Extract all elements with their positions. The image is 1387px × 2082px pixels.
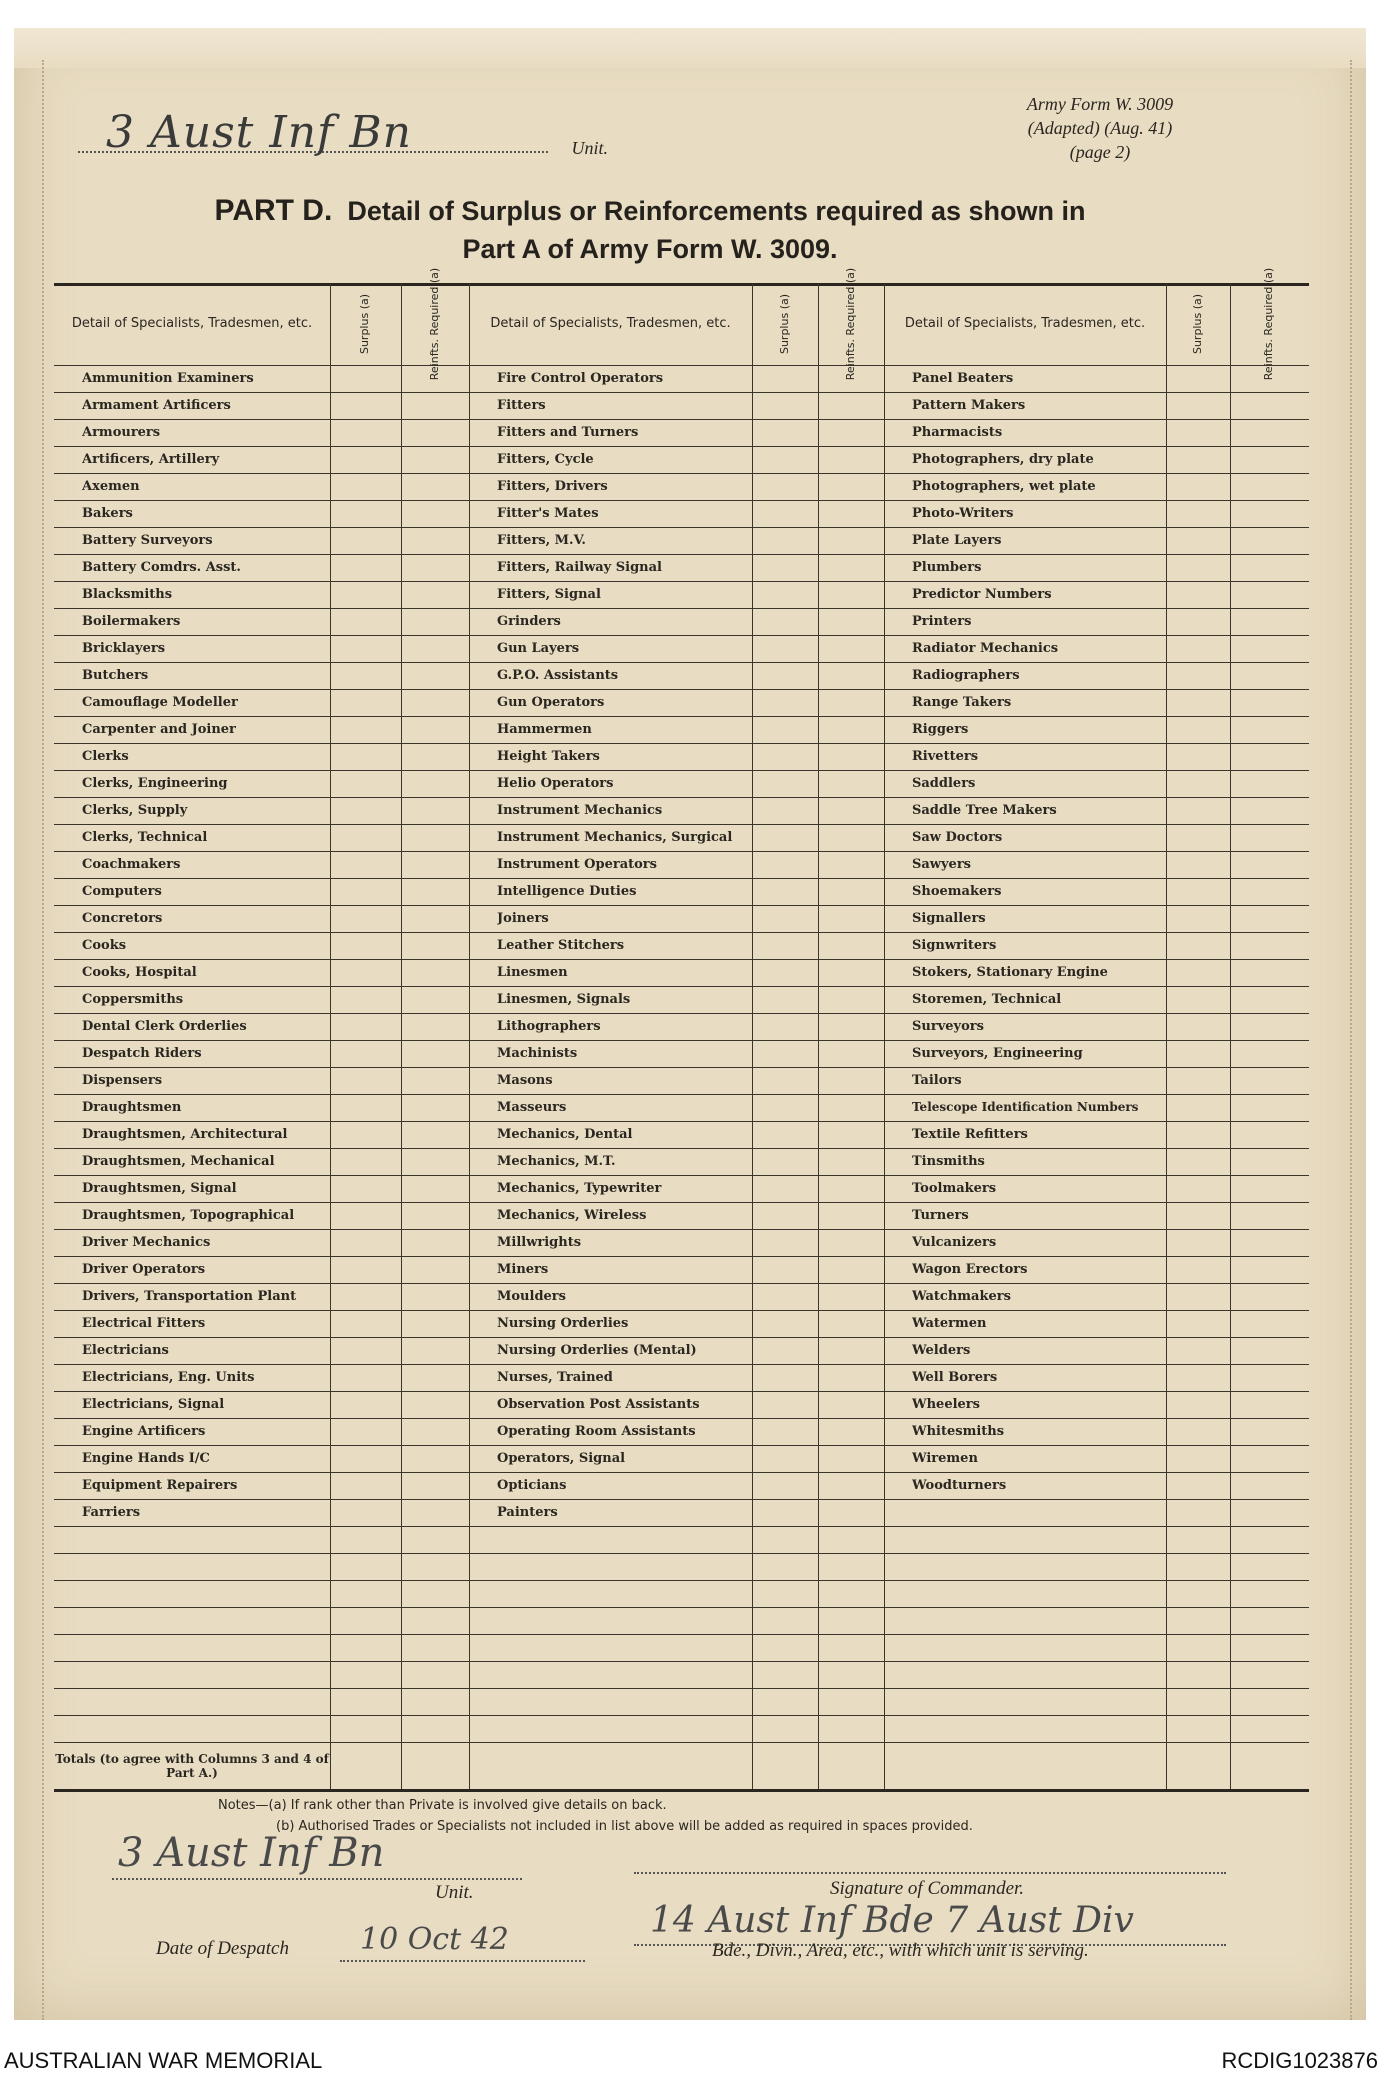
trade-cell: Electrical Fitters xyxy=(82,1316,206,1331)
form-ref-line2: (Adapted) (Aug. 41) xyxy=(1027,118,1173,138)
trade-cell: Battery Surveyors xyxy=(82,533,213,548)
trade-cell: Gun Layers xyxy=(497,641,580,656)
trade-cell: Whitesmiths xyxy=(912,1424,1005,1439)
trade-cell: Artificers, Artillery xyxy=(82,452,220,467)
reinfts-header-text: Reinfts. Required (a) xyxy=(1262,267,1276,381)
trade-cell: Textile Refitters xyxy=(912,1127,1028,1142)
trade-cell: Butchers xyxy=(82,668,149,683)
table-row-line xyxy=(54,1580,1309,1581)
trade-cell: Riggers xyxy=(912,722,969,737)
trade-cell: Draughtsmen xyxy=(82,1100,182,1115)
trade-cell: Armament Artificers xyxy=(82,398,231,413)
trade-cell: Fitters, M.V. xyxy=(497,533,586,548)
trade-cell: Operating Room Assistants xyxy=(497,1424,696,1439)
page-title xyxy=(150,192,1150,268)
trade-cell: Computers xyxy=(82,884,162,899)
trade-cell: Welders xyxy=(912,1343,971,1358)
trade-cell: Hammermen xyxy=(497,722,592,737)
trade-cell: Saddle Tree Makers xyxy=(912,803,1057,818)
table-row-line xyxy=(54,1661,1309,1662)
table-row-line xyxy=(54,1715,1309,1716)
trade-cell: Nursing Orderlies (Mental) xyxy=(497,1343,697,1358)
trade-cell: Instrument Operators xyxy=(497,857,657,872)
trade-cell: Well Borers xyxy=(912,1370,998,1385)
trade-cell: Mechanics, Dental xyxy=(497,1127,633,1142)
formation-label: Bde., Divn., Area, etc., with which unit is serving. xyxy=(712,1940,1089,1961)
column-header-surplus xyxy=(752,283,818,365)
table-row-line xyxy=(54,1526,1309,1527)
trade-cell: Dispensers xyxy=(82,1073,163,1088)
trade-cell: Radiographers xyxy=(912,668,1020,683)
trade-cell: Fitters, Railway Signal xyxy=(497,560,662,575)
trade-cell: Rivetters xyxy=(912,749,979,764)
trade-cell: Bakers xyxy=(82,506,133,521)
table-column-line xyxy=(1166,283,1167,1789)
table-column-line xyxy=(469,283,470,1789)
trade-cell: Electricians xyxy=(82,1343,169,1358)
trade-cell: Cooks xyxy=(82,938,127,953)
trade-cell: Bricklayers xyxy=(82,641,166,656)
trade-cell: Linesmen, Signals xyxy=(497,992,631,1007)
trade-cell: Range Takers xyxy=(912,695,1012,710)
unit-field-top xyxy=(78,107,608,159)
trade-cell: Mechanics, Wireless xyxy=(497,1208,647,1223)
table-column-line xyxy=(752,283,753,1789)
trade-cell: Draughtsmen, Topographical xyxy=(82,1208,295,1223)
reinfts-header-text: Reinfts. Required (a) xyxy=(844,267,858,381)
trade-cell: Draughtsmen, Mechanical xyxy=(82,1154,275,1169)
trade-cell: Signwriters xyxy=(912,938,997,953)
trade-cell: Farriers xyxy=(82,1505,141,1520)
trade-cell: Intelligence Duties xyxy=(497,884,637,899)
trade-cell: Opticians xyxy=(497,1478,567,1493)
trade-cell: Armourers xyxy=(82,425,161,440)
trade-cell: Turners xyxy=(912,1208,969,1223)
trade-cell: Predictor Numbers xyxy=(912,587,1052,602)
trade-cell: Vulcanizers xyxy=(912,1235,997,1250)
trade-cell: Wheelers xyxy=(912,1397,980,1412)
form-ref-line1: Army Form W. 3009 xyxy=(1026,94,1174,114)
table-column-line xyxy=(401,283,402,1789)
trade-cell: Ammunition Examiners xyxy=(82,371,254,386)
trade-cell: Masseurs xyxy=(497,1100,567,1115)
trade-cell: Pattern Makers xyxy=(912,398,1026,413)
unit-label: Unit. xyxy=(571,138,608,158)
trade-cell: Telescope Identification Numbers xyxy=(912,1100,1139,1114)
trade-cell: Driver Operators xyxy=(82,1262,206,1277)
trade-cell: Cooks, Hospital xyxy=(82,965,197,980)
trade-cell: Driver Mechanics xyxy=(82,1235,211,1250)
trade-cell: Fitters xyxy=(497,398,546,413)
trade-cell: Woodturners xyxy=(912,1478,1007,1493)
trade-cell: Axemen xyxy=(82,479,140,494)
footer-record-id: RCDIG1023876 xyxy=(1221,2048,1378,2073)
trade-cell: Photographers, dry plate xyxy=(912,452,1094,467)
trade-cell: Blacksmiths xyxy=(82,587,173,602)
signoff-unit-handwritten: 3 Aust Inf Bn xyxy=(118,1830,385,1876)
trade-cell: Mechanics, Typewriter xyxy=(497,1181,662,1196)
trade-cell: Fitters and Turners xyxy=(497,425,639,440)
trade-cell: Photographers, wet plate xyxy=(912,479,1096,494)
trade-cell: Fitters, Signal xyxy=(497,587,601,602)
trade-cell: Helio Operators xyxy=(497,776,614,791)
trade-cell: Linesmen xyxy=(497,965,568,980)
trade-cell: Clerks, Technical xyxy=(82,830,208,845)
surplus-header-text: Surplus (a) xyxy=(1190,293,1204,355)
trade-cell: Clerks xyxy=(82,749,129,764)
trade-cell: Millwrights xyxy=(497,1235,582,1250)
column-header-reinforcements xyxy=(401,267,469,381)
trade-cell: Plumbers xyxy=(912,560,982,575)
trade-cell: Nursing Orderlies xyxy=(497,1316,629,1331)
column-header-reinforcements xyxy=(1230,267,1309,381)
trade-cell: Shoemakers xyxy=(912,884,1002,899)
trade-cell: Watermen xyxy=(912,1316,987,1331)
table-row-line xyxy=(54,1607,1309,1608)
trade-cell: Nurses, Trained xyxy=(497,1370,613,1385)
signoff-unit-label: Unit. xyxy=(435,1882,474,1903)
reinfts-header-text: Reinfts. Required (a) xyxy=(428,267,442,381)
trade-cell: Moulders xyxy=(497,1289,566,1304)
title-line2: Part A of Army Form W. 3009. xyxy=(462,234,838,264)
trade-cell: Storemen, Technical xyxy=(912,992,1062,1007)
totals-label: Totals (to agree with Columns 3 and 4 of Part A.) xyxy=(55,1752,329,1780)
trade-cell: Fire Control Operators xyxy=(497,371,664,386)
trade-cell: Draughtsmen, Architectural xyxy=(82,1127,288,1142)
trade-cell: Surveyors xyxy=(912,1019,984,1034)
trade-cell: Instrument Mechanics xyxy=(497,803,663,818)
column-header-surplus xyxy=(330,283,401,365)
trade-cell: Lithographers xyxy=(497,1019,601,1034)
trade-cell: Height Takers xyxy=(497,749,600,764)
date-handwritten: 10 Oct 42 xyxy=(360,1922,509,1957)
trade-cell: Miners xyxy=(497,1262,549,1277)
trade-cell: Mechanics, M.T. xyxy=(497,1154,616,1169)
table-column-line xyxy=(330,283,331,1789)
trade-cell: Observation Post Assistants xyxy=(497,1397,700,1412)
trade-cell: Tinsmiths xyxy=(912,1154,985,1169)
trade-cell: Engine Artificers xyxy=(82,1424,206,1439)
trade-cell: Stokers, Stationary Engine xyxy=(912,965,1108,980)
table-column-line xyxy=(884,283,885,1789)
trade-cell: Engine Hands I/C xyxy=(82,1451,210,1466)
trade-cell: Coppersmiths xyxy=(82,992,184,1007)
trade-cell: Draughtsmen, Signal xyxy=(82,1181,237,1196)
formation-handwritten: 14 Aust Inf Bde 7 Aust Div xyxy=(650,1900,1134,1941)
title-part: PART D. xyxy=(214,194,333,227)
trade-cell: Electricians, Eng. Units xyxy=(82,1370,255,1385)
trade-cell: Panel Beaters xyxy=(912,371,1014,386)
date-line xyxy=(340,1960,585,1962)
table-column-line xyxy=(818,283,819,1789)
table-row-line xyxy=(54,1553,1309,1554)
column-header-surplus xyxy=(1166,283,1230,365)
trade-cell: Radiator Mechanics xyxy=(912,641,1059,656)
trade-cell: Carpenter and Joiner xyxy=(82,722,236,737)
trade-cell: Machinists xyxy=(497,1046,578,1061)
trade-cell: Clerks, Engineering xyxy=(82,776,228,791)
trade-cell: Pharmacists xyxy=(912,425,1003,440)
table-column-line xyxy=(1230,283,1231,1789)
perforation-left xyxy=(42,60,44,2020)
trade-cell: Grinders xyxy=(497,614,561,629)
unit-handwritten: 3 Aust Inf Bn xyxy=(106,107,413,158)
form-ref-line3: (page 2) xyxy=(1069,142,1131,162)
perforation-right xyxy=(1350,60,1352,2020)
column-header-detail: Detail of Specialists, Tradesmen, etc. xyxy=(904,316,1146,331)
surplus-header-text: Surplus (a) xyxy=(777,293,791,355)
note-a: Notes—(a) If rank other than Private is involved give details on back. xyxy=(218,1798,667,1813)
trade-cell: Fitters, Drivers xyxy=(497,479,608,494)
trade-cell: Tailors xyxy=(912,1073,962,1088)
trade-cell: Equipment Repairers xyxy=(82,1478,238,1493)
column-header-reinforcements xyxy=(818,267,884,381)
title-line1: Detail of Surplus or Reinforcements required as shown in xyxy=(347,196,1086,226)
trade-cell: Wagon Erectors xyxy=(912,1262,1028,1277)
trade-cell: Fitter's Mates xyxy=(497,506,599,521)
trade-cell: Operators, Signal xyxy=(497,1451,626,1466)
trade-cell: Photo-Writers xyxy=(912,506,1014,521)
trade-cell: G.P.O. Assistants xyxy=(497,668,619,683)
specialists-table xyxy=(54,267,1309,1791)
trade-cell: Camouflage Modeller xyxy=(82,695,238,710)
trade-cell: Saddlers xyxy=(912,776,976,791)
trade-cell: Instrument Mechanics, Surgical xyxy=(497,830,733,845)
note-b: (b) Authorised Trades or Specialists not included in list above will be added as required in spaces provided. xyxy=(276,1819,973,1834)
trade-cell: Toolmakers xyxy=(912,1181,997,1196)
trade-cell: Surveyors, Engineering xyxy=(912,1046,1083,1061)
trade-cell: Joiners xyxy=(497,911,549,926)
trade-cell: Saw Doctors xyxy=(912,830,1003,845)
signature-label: Signature of Commander. xyxy=(830,1878,1025,1899)
trade-cell: Masons xyxy=(497,1073,553,1088)
trade-cell: Gun Operators xyxy=(497,695,605,710)
trade-cell: Dental Clerk Orderlies xyxy=(82,1019,247,1034)
form-reference xyxy=(970,92,1230,164)
trade-cell: Drivers, Transportation Plant xyxy=(82,1289,297,1304)
trade-cell: Fitters, Cycle xyxy=(497,452,594,467)
surplus-header-text: Surplus (a) xyxy=(358,293,372,355)
trade-cell: Wiremen xyxy=(912,1451,978,1466)
table-row-line xyxy=(54,1688,1309,1689)
column-header-detail: Detail of Specialists, Tradesmen, etc. xyxy=(71,316,313,331)
signature-line xyxy=(634,1872,1226,1874)
trade-cell: Sawyers xyxy=(912,857,971,872)
trade-cell: Leather Stitchers xyxy=(497,938,625,953)
trade-cell: Coachmakers xyxy=(82,857,181,872)
trade-cell: Battery Comdrs. Asst. xyxy=(82,560,241,575)
trade-cell: Printers xyxy=(912,614,972,629)
trade-cell: Painters xyxy=(497,1505,558,1520)
trade-cell: Signallers xyxy=(912,911,986,926)
trade-cell: Despatch Riders xyxy=(82,1046,202,1061)
signoff-unit-line xyxy=(112,1878,522,1880)
torn-top-edge xyxy=(14,28,1366,68)
trade-cell: Boilermakers xyxy=(82,614,181,629)
trade-cell: Watchmakers xyxy=(912,1289,1011,1304)
column-header-detail: Detail of Specialists, Tradesmen, etc. xyxy=(490,316,731,331)
trade-cell: Electricians, Signal xyxy=(82,1397,225,1412)
table-row-line xyxy=(54,1634,1309,1635)
trade-cell: Clerks, Supply xyxy=(82,803,188,818)
footer-institution: AUSTRALIAN WAR MEMORIAL xyxy=(4,2048,323,2073)
date-label: Date of Despatch xyxy=(156,1938,289,1959)
trade-cell: Plate Layers xyxy=(912,533,1002,548)
trade-cell: Concretors xyxy=(82,911,163,926)
